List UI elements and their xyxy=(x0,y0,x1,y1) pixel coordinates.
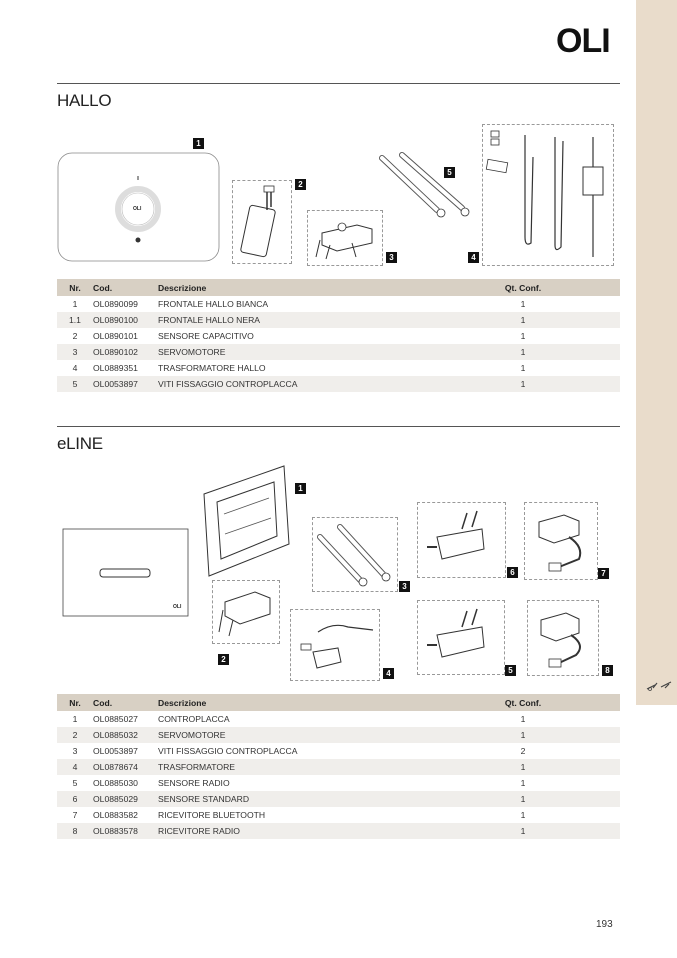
side-tab xyxy=(636,0,677,705)
tools-icon xyxy=(645,677,673,693)
badge-6: 6 xyxy=(507,567,518,578)
badge-2: 2 xyxy=(218,654,229,665)
contro-placca xyxy=(199,464,294,579)
plate-logo: OLI xyxy=(173,604,182,610)
section-rule xyxy=(57,83,620,84)
capacitive-sensor xyxy=(237,185,287,260)
servomotor xyxy=(215,584,277,640)
table-row: 6 OL0885029 SENSORE STANDARD 1 xyxy=(57,791,620,807)
hallo-illustration xyxy=(57,130,622,270)
radio-receiver xyxy=(531,605,595,671)
section-rule xyxy=(57,426,620,427)
table-row: 8 OL0883578 RICEVITORE RADIO 1 xyxy=(57,823,620,839)
badge-2: 2 xyxy=(295,179,306,190)
page-number: 193 xyxy=(596,919,613,930)
table-header: Nr. Cod. Descrizione Qt. Conf. xyxy=(57,279,620,296)
table-row: 4 OL0878674 TRASFORMATORE 1 xyxy=(57,759,620,775)
standard-sensor xyxy=(422,507,502,573)
table-row: 5 OL0053897 VITI FISSAGGIO CONTROPLACCA 1 xyxy=(57,376,620,392)
table-row: 4 OL0889351 TRASFORMATORE HALLO 1 xyxy=(72,363,526,373)
table-row: 7 OL0883582 RICEVITORE BLUETOOTH 1 xyxy=(72,810,526,820)
badge-7: 7 xyxy=(598,568,609,579)
badge-8: 8 xyxy=(602,665,613,676)
badge-1: 1 xyxy=(193,138,204,149)
table-row: 3 OL0890102 SERVOMOTORE 1 xyxy=(57,344,620,360)
radio-sensor xyxy=(422,605,502,671)
badge-1: 1 xyxy=(295,483,306,494)
table-row: 3 OL0053897 VITI FISSAGGIO CONTROPLACCA 2 xyxy=(72,746,526,756)
badge-4: 4 xyxy=(468,252,479,263)
section-title-hallo: HALLO xyxy=(57,91,112,110)
badge-5: 5 xyxy=(505,665,516,676)
table-row: 5 OL0885030 SENSORE RADIO 1 xyxy=(72,778,526,788)
fixing-screws xyxy=(377,150,472,225)
eline-front-plate xyxy=(62,528,189,618)
table-row: 1.1 OL0890100 FRONTALE HALLO NERA 1 xyxy=(57,312,620,328)
panel-logo: OLI xyxy=(133,206,142,212)
table-header: Nr. Cod. Descrizione Qt. Conf. xyxy=(57,694,620,711)
servomotor xyxy=(312,215,378,261)
table-row: 1 OL0890099 FRONTALE HALLO BIANCA 1 xyxy=(72,299,526,309)
badge-3: 3 xyxy=(386,252,397,263)
badge-4: 4 xyxy=(383,668,394,679)
hallo-parts-table xyxy=(57,279,620,392)
table-row: 2 OL0885032 SERVOMOTORE 1 xyxy=(57,727,620,743)
badge-3: 3 xyxy=(399,581,410,592)
table-row: 2 OL0890101 SENSORE CAPACITIVO 1 xyxy=(72,331,526,341)
fixing-screws xyxy=(315,522,395,588)
table-row: 1 OL0885027 CONTROPLACCA 1 xyxy=(72,714,526,724)
bluetooth-receiver xyxy=(529,507,593,577)
transformer xyxy=(293,612,377,678)
transformer-kit xyxy=(485,127,611,263)
badge-5: 5 xyxy=(444,167,455,178)
section-title-eline: eLINE xyxy=(57,434,103,453)
eline-parts-table xyxy=(57,694,620,839)
eline-illustration xyxy=(57,462,622,687)
brand-logo: OLI xyxy=(556,22,610,60)
